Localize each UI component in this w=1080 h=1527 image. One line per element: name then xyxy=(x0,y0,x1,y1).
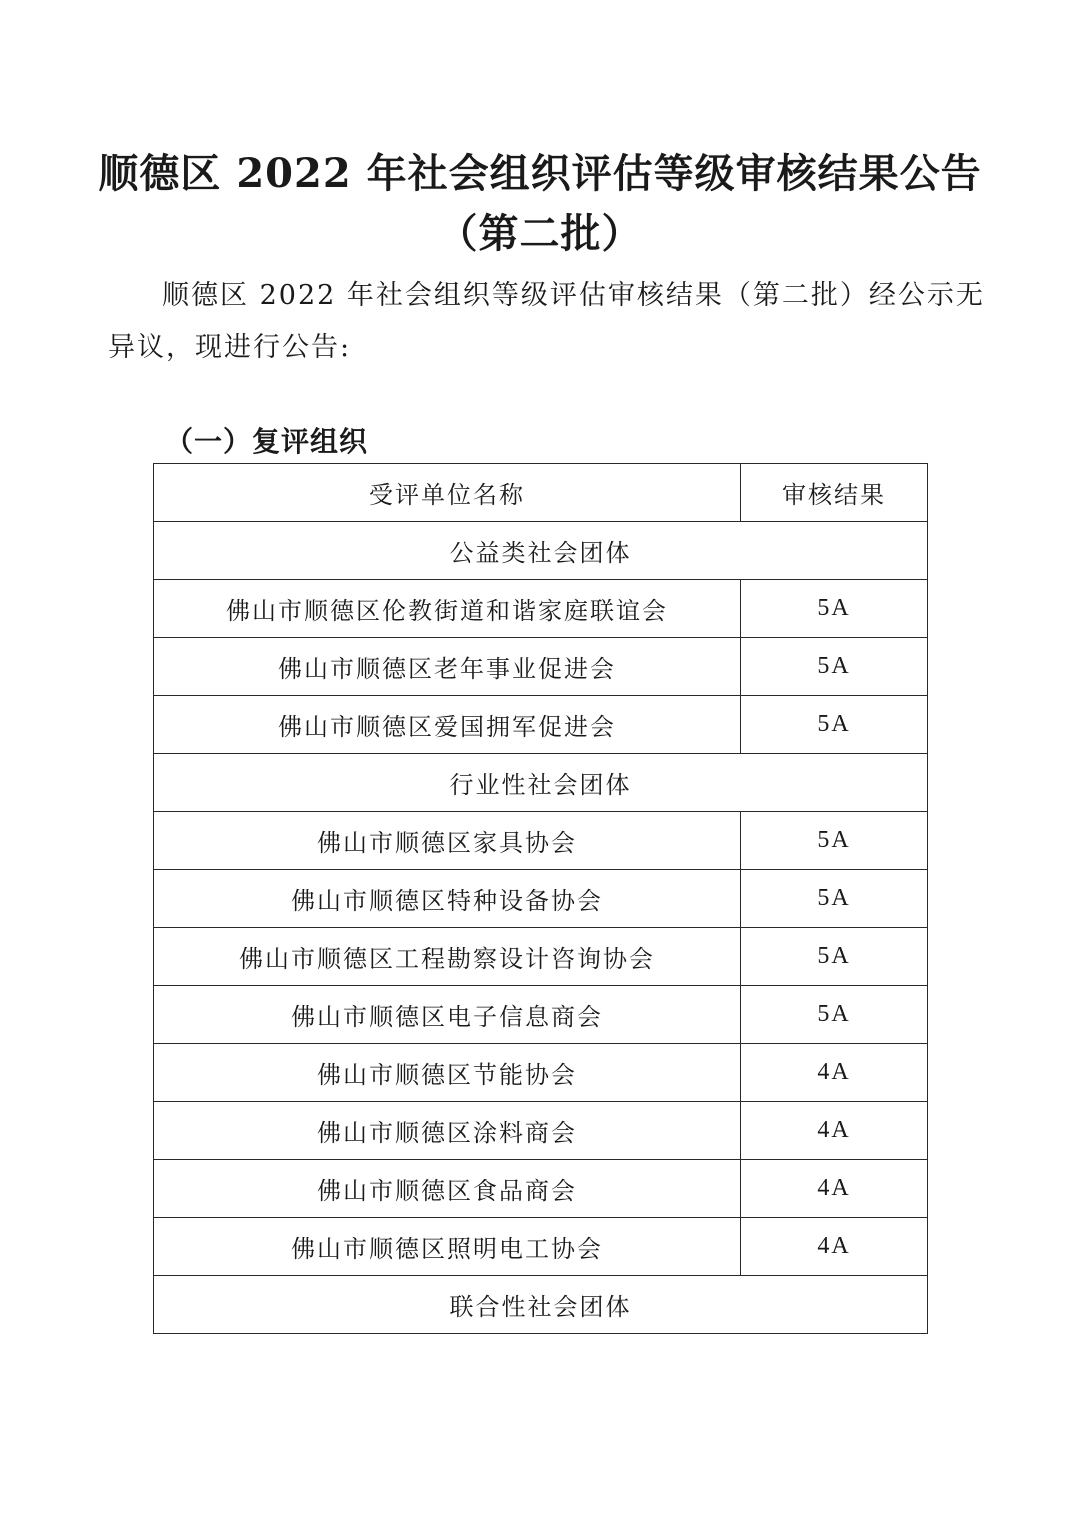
document-subtitle: （第二批） xyxy=(437,210,643,257)
grade-cell: 4A xyxy=(741,1160,928,1218)
table-row xyxy=(154,812,928,870)
results-table xyxy=(153,463,928,1334)
org-name-cell: 佛山市顺德区食品商会 xyxy=(154,1160,741,1218)
document-title: 顺德区 2022 年社会组织评估等级审核结果公告 xyxy=(98,150,982,197)
category-row xyxy=(154,522,928,580)
grade-cell: 5A xyxy=(741,870,928,928)
org-name-cell: 佛山市顺德区爱国拥军促进会 xyxy=(154,696,741,754)
category-cell: 行业性社会团体 xyxy=(154,754,928,812)
table-row xyxy=(154,1160,928,1218)
table-row xyxy=(154,928,928,986)
grade-cell: 4A xyxy=(741,1044,928,1102)
category-cell: 联合性社会团体 xyxy=(154,1276,928,1334)
grade-cell: 4A xyxy=(741,1218,928,1276)
org-name-cell: 佛山市顺德区伦教街道和谐家庭联谊会 xyxy=(154,580,741,638)
table-header-row xyxy=(154,464,928,522)
grade-cell: 5A xyxy=(741,928,928,986)
table-row xyxy=(154,870,928,928)
table-row xyxy=(154,580,928,638)
org-name-cell: 佛山市顺德区特种设备协会 xyxy=(154,870,741,928)
category-cell: 公益类社会团体 xyxy=(154,522,928,580)
org-name-cell: 佛山市顺德区照明电工协会 xyxy=(154,1218,741,1276)
grade-cell: 5A xyxy=(741,638,928,696)
header-result: 审核结果 xyxy=(741,464,928,522)
org-name-cell: 佛山市顺德区涂料商会 xyxy=(154,1102,741,1160)
org-name-cell: 佛山市顺德区节能协会 xyxy=(154,1044,741,1102)
table-row xyxy=(154,986,928,1044)
table-row xyxy=(154,696,928,754)
table-row xyxy=(154,638,928,696)
table-row xyxy=(154,1044,928,1102)
org-name-cell: 佛山市顺德区老年事业促进会 xyxy=(154,638,741,696)
category-row xyxy=(154,1276,928,1334)
org-name-cell: 佛山市顺德区电子信息商会 xyxy=(154,986,741,1044)
grade-cell: 5A xyxy=(741,986,928,1044)
section-heading: （一）复评组织 xyxy=(165,425,369,458)
org-name-cell: 佛山市顺德区工程勘察设计咨询协会 xyxy=(154,928,741,986)
table-row xyxy=(154,1218,928,1276)
grade-cell: 5A xyxy=(741,580,928,638)
grade-cell: 5A xyxy=(741,696,928,754)
grade-cell: 5A xyxy=(741,812,928,870)
table-row xyxy=(154,1102,928,1160)
org-name-cell: 佛山市顺德区家具协会 xyxy=(154,812,741,870)
grade-cell: 4A xyxy=(741,1102,928,1160)
intro-paragraph: 顺德区 2022 年社会组织等级评估审核结果（第二批）经公示无异议，现进行公告: xyxy=(108,280,985,363)
category-row xyxy=(154,754,928,812)
header-org-name: 受评单位名称 xyxy=(154,464,741,522)
